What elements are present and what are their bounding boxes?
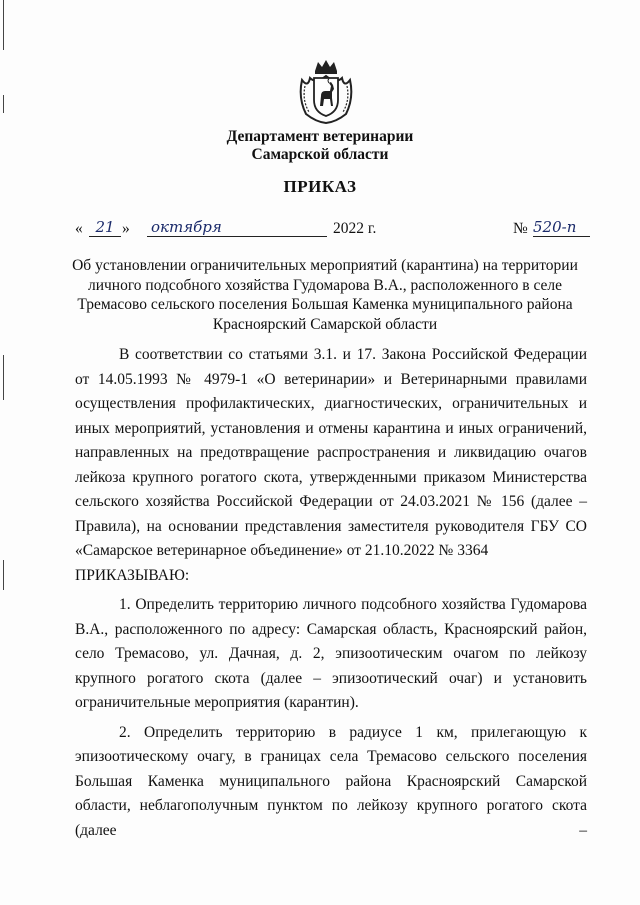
order-item-2: 2. Определить территорию в радиусе 1 км, прилегающую к эпизоотическому очагу, в границах села Тремасово сельского поселения Большая Каменка муниципального района Красноярский Самарской области, неблагополучным пунктом по лейкозу крупного рогатого скота (далее –	[75, 723, 587, 839]
scan-edge-mark	[3, 0, 4, 50]
department-name-line-1: Департамент ветеринарии	[226, 128, 414, 145]
preamble-paragraph: В соответствии со статьями 3.1. и 17. Закона Российской Федерации от 14.05.1993 № 4979-1 «О ветеринарии» и Ветеринарными правилами осуществления профилактических, диагностических, ограничительных и иных мероприятий, установления и отмены карантина и иных ограничений, направленных на предотвращение распространения и ликвидацию очагов лейкоза крупного рогатого скота, утвержденными приказом Министерства сельского хозяйства Российской Федерации от 24.03.2021 № 156 (далее – Правила), на основании представления заместителя руководителя ГБУ СО «Самарское ветеринарное объединение» от 21.10.2022 № 3364	[75, 346, 587, 559]
document-type-title: ПРИКАЗ	[283, 177, 357, 196]
order-word: ПРИКАЗЫВАЮ:	[75, 566, 190, 584]
date-close-quote: »	[122, 220, 130, 237]
scan-edge-mark	[3, 355, 4, 400]
date-month-handwritten: октября	[151, 218, 222, 236]
order-item-1: 1. Определить территорию личного подсобного хозяйства Гудомарова В.А., расположенного по адресу: Самарская область, Красноярский район, село Тремасово, ул. Дачная, д. 2, эпизоотическим очагом по лейкозу крупного рогатого скота (далее – эпизоотический очаг) и установить ограничительные мероприятия (карантин).	[75, 596, 587, 711]
scan-edge-mark	[3, 560, 4, 590]
department-name-line-2: Самарской области	[251, 146, 389, 163]
order-body	[75, 343, 587, 843]
date-number-row	[75, 217, 590, 243]
number-label: №	[513, 220, 528, 237]
date-year: 2022 г.	[333, 220, 377, 237]
date-open-quote: «	[75, 220, 83, 237]
samara-region-coat-of-arms-icon	[296, 58, 356, 124]
order-subject: Об установлении ограничительных мероприятий (карантина) на территории личного подсобного хозяйства Гудомарова В.А., расположенного в селе Тремасово сельского поселения Большая Каменка муниципального района Красноярский Самарской области	[72, 257, 578, 333]
date-day-handwritten: 21	[89, 218, 121, 237]
order-number-handwritten: 520-п	[533, 218, 590, 237]
date-month-field	[147, 218, 327, 237]
scan-edge-mark	[3, 95, 4, 113]
